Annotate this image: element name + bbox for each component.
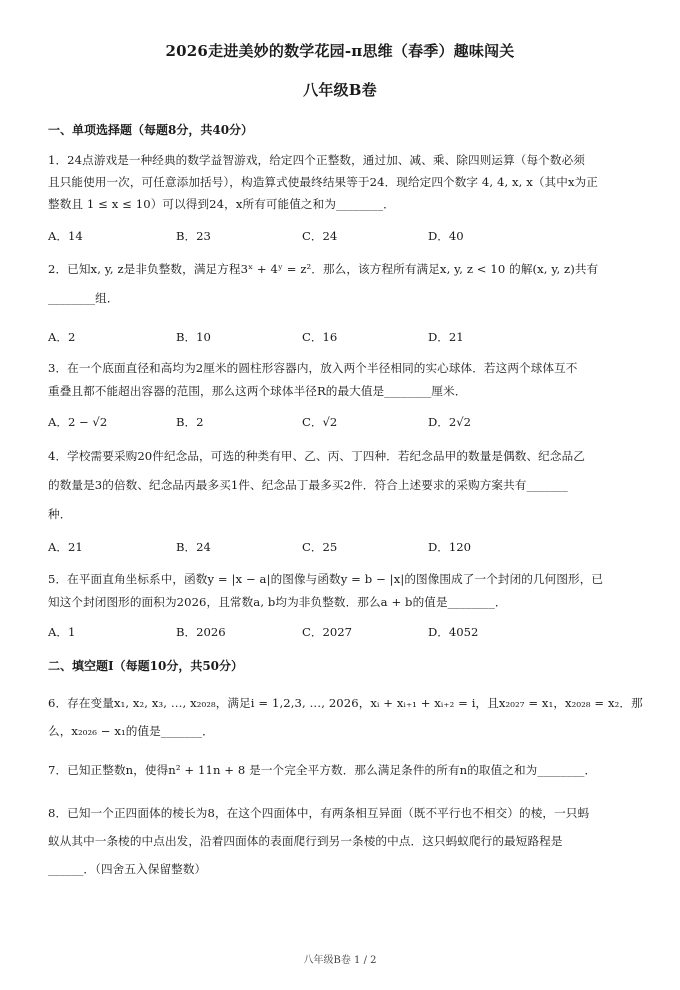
q4-line-1: 4．学校需要采购20件纪念品，可选的种类有甲、乙、丙、丁四种．若纪念品甲的数量是偶数、纪念品乙	[48, 449, 585, 463]
q3-options	[48, 414, 638, 430]
q8-line-3: ______．（四舍五入保留整数）	[48, 862, 207, 876]
q6-line-1: 6．存在变量x₁, x₂, x₃, …, x₂₀₂₈，满足i = 1,2,3, …, 2026，xᵢ + xᵢ₊₁ + xᵢ₊₂ = i，且x₂₀₂₇ = x₁，x₂₀₂₈ = x₂．那	[48, 696, 643, 710]
q2-option-b: B．10	[176, 330, 211, 344]
q6-line-2: 么，x₂₀₂₆ − x₁的值是_______．	[48, 724, 214, 738]
q7-line-1: 7．已知正整数n，使得n² + 11n + 8 是一个完全平方数．那么满足条件的所有n的取值之和为________．	[48, 763, 597, 777]
q3-line-1: 3．在一个底面直径和高均为2厘米的圆柱形容器内，放入两个半径相同的实心球体．若这两个球体互不	[48, 361, 578, 375]
q2-line-2: ________组．	[48, 291, 119, 305]
section-2-heading: 二、填空题Ⅰ（每题10分，共50分）	[48, 659, 244, 673]
q5-line-1: 5．在平面直角坐标系中，函数y = |x − a|的图像与函数y = b − |x|的图像围成了一个封闭的几何图形，已	[48, 572, 604, 586]
q5-option-b: B．2026	[176, 625, 226, 639]
exam-subtitle: 八年级B卷	[303, 81, 377, 99]
q2-line-1: 2．已知x, y, z是非负整数，满足方程3ˣ + 4ʸ = z²．那么，该方程所有满足x, y, z < 10 的解(x, y, z)共有	[48, 262, 599, 276]
q2-options	[48, 329, 638, 345]
q5-line-2: 知这个封闭图形的面积为2026，且常数a, b均为非负整数．那么a + b的值是________．	[48, 595, 507, 609]
q4-line-3: 种．	[48, 507, 72, 521]
q3-option-c: C．√2	[302, 415, 338, 429]
q8-line-2: 蚁从其中一条棱的中点出发，沿着四面体的表面爬行到另一条棱的中点．这只蚂蚁爬行的最短路程是	[48, 834, 563, 848]
q1-option-d: D．40	[428, 229, 464, 243]
q1-option-c: C．24	[302, 229, 338, 243]
q4-option-a: A．21	[48, 540, 83, 554]
section-1-heading: 一、单项选择题（每题8分，共40分）	[48, 123, 254, 137]
q4-options	[48, 539, 638, 555]
q2-option-a: A．2	[48, 330, 76, 344]
q5-option-d: D．4052	[428, 625, 479, 639]
q4-line-2: 的数量是3的倍数、纪念品丙最多买1件、纪念品丁最多买2件．符合上述要求的采购方案共有_______	[48, 478, 568, 492]
q1-options	[48, 228, 638, 244]
page-footer: 八年级B卷 1 / 2	[303, 955, 377, 966]
q4-option-d: D．120	[428, 540, 472, 554]
q2-option-c: C．16	[302, 330, 338, 344]
q8-line-1: 8．已知一个正四面体的棱长为8，在这个四面体中，有两条相互异面（既不平行也不相交）的棱，一只蚂	[48, 806, 590, 820]
q1-option-b: B．23	[176, 229, 211, 243]
q5-option-c: C．2027	[302, 625, 352, 639]
q4-option-c: C．25	[302, 540, 338, 554]
q2-option-d: D．21	[428, 330, 464, 344]
q5-option-a: A．1	[48, 625, 76, 639]
q1-line-1: 1．24点游戏是一种经典的数学益智游戏，给定四个正整数，通过加、减、乘、除四则运算（每个数必须	[48, 153, 585, 167]
q1-line-3: 整数且 1 ≤ x ≤ 10）可以得到24，x所有可能值之和为________．	[48, 197, 395, 211]
q3-option-d: D．2√2	[428, 415, 472, 429]
q1-option-a: A．14	[48, 229, 83, 243]
q5-options	[48, 624, 638, 640]
q3-line-2: 重叠且都不能超出容器的范围，那么这两个球体半径R的最大值是________厘米．	[48, 384, 467, 398]
q4-option-b: B．24	[176, 540, 211, 554]
q3-option-a: A．2 − √2	[48, 415, 108, 429]
q1-line-2: 且只能使用一次，可任意添加括号），构造算式使最终结果等于24．现给定四个数字 4, 4, x, x（其中x为正	[48, 175, 598, 189]
q3-option-b: B．2	[176, 415, 204, 429]
exam-title: 2026走进美妙的数学花园-π思维（春季）趣味闯关	[165, 42, 515, 60]
